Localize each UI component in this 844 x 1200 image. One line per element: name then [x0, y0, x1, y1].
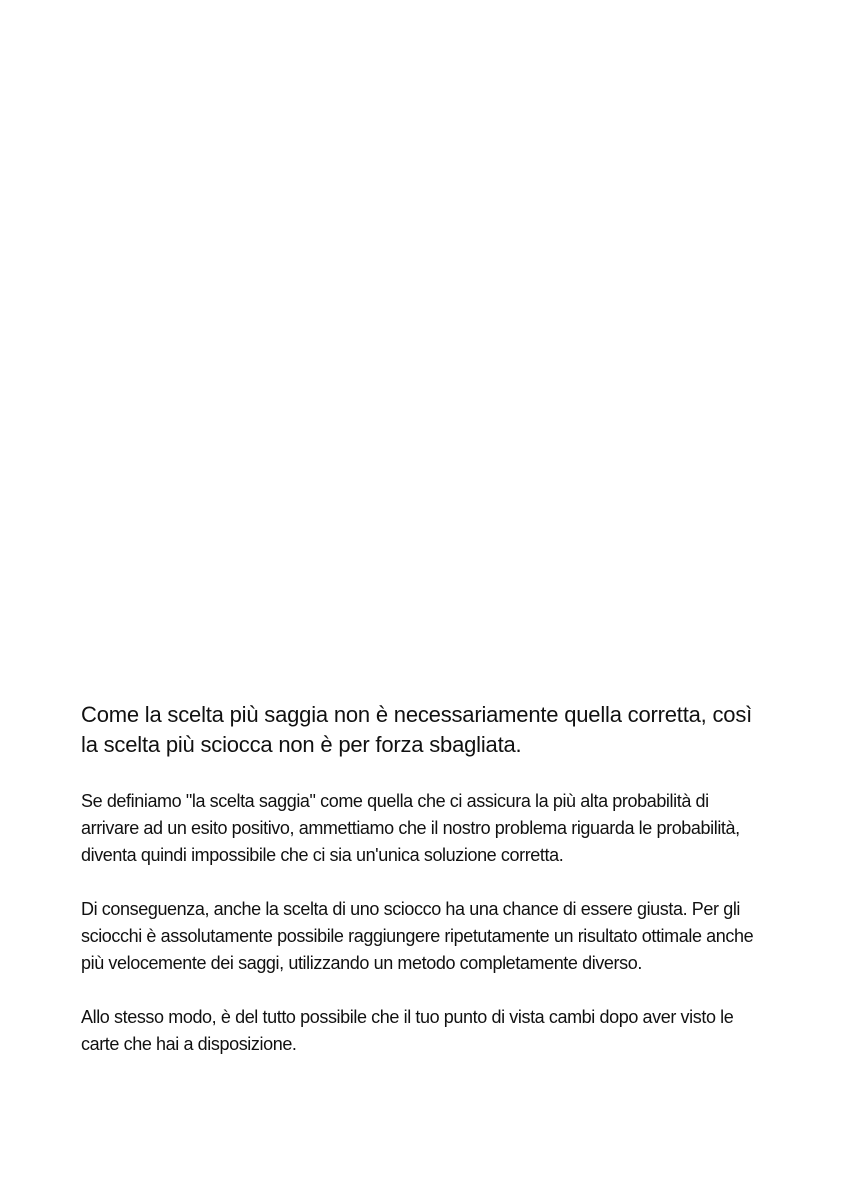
page-headline: Come la scelta più saggia non è necessariamente quella corretta, così la scelta più sciocca non è per forza sbagliata. — [81, 702, 753, 757]
text-block — [81, 700, 761, 1058]
paragraph-1: Se definiamo "la scelta saggia" come quella che ci assicura la più alta probabilità di arrivare ad un esito positivo, ammettiamo che il nostro problema riguarda le probabilità, diventa quindi impossibile che ci sia un'unica soluzione corretta. — [81, 791, 740, 865]
paragraph-3: Allo stesso modo, è del tutto possibile che il tuo punto di vista cambi dopo aver visto le carte che hai a disposizione. — [81, 1007, 734, 1054]
paragraph-2: Di conseguenza, anche la scelta di uno sciocco ha una chance di essere giusta. Per gli sciocchi è assolutamente possibile raggiungere ripetutamente un risultato ottimale anche più velocemente dei saggi, utilizzando un metodo completamente diverso. — [81, 899, 754, 973]
